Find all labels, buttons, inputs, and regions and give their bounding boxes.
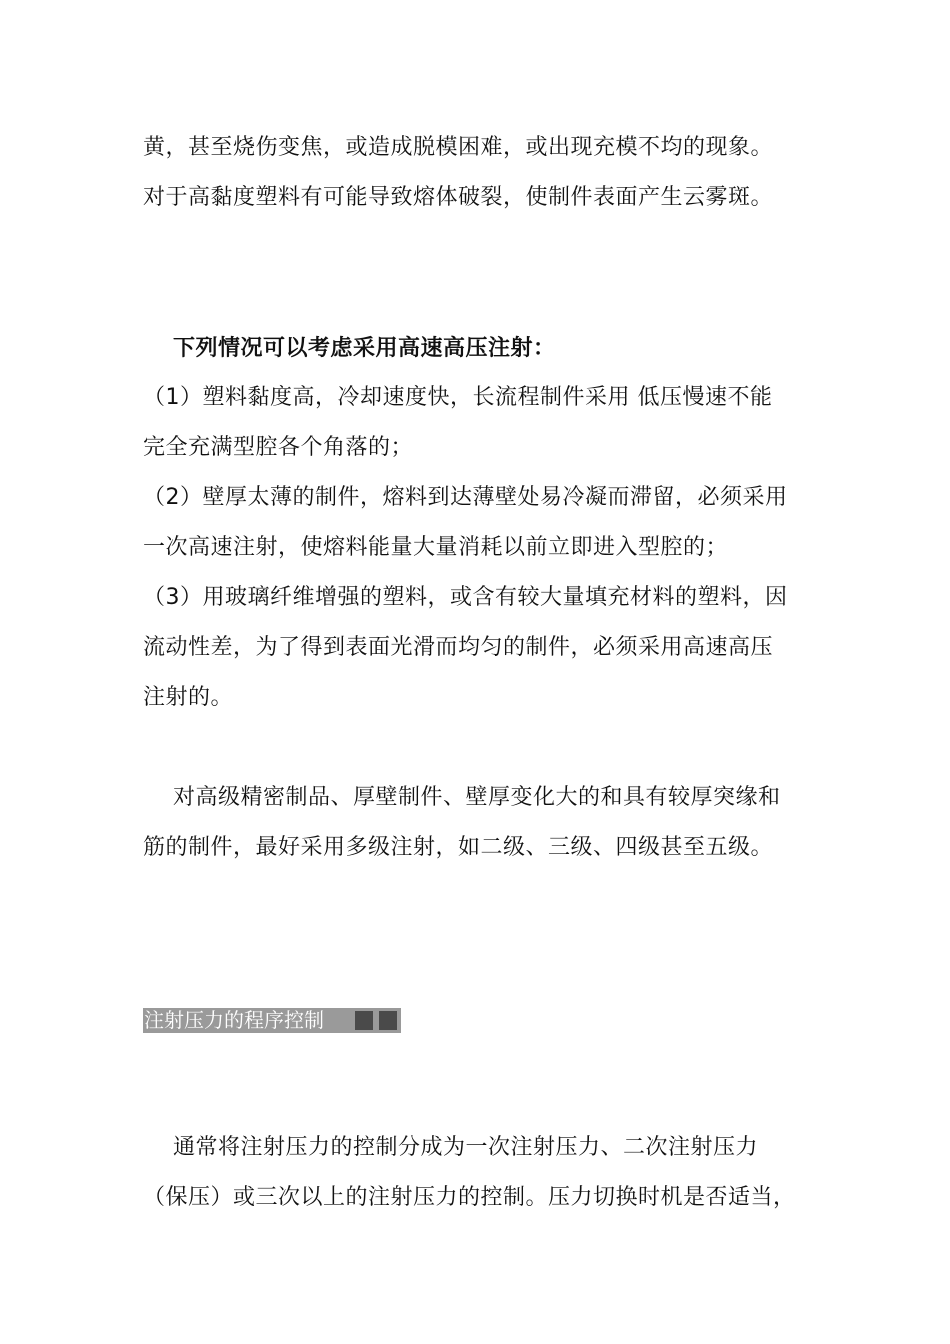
condition-1-line-2: 完全充满型腔各个角落的； — [143, 435, 414, 460]
section-heading: 注射压力的程序控制 — [144, 1008, 324, 1032]
heading-placeholder-block — [379, 1011, 397, 1030]
paragraph-4-line-1: 通常将注射压力的控制分成为一次注射压力、二次注射压力 — [173, 1135, 759, 1160]
paragraph-1-line-1: 黄，甚至烧伤变焦，或造成脱模困难，或出现充模不均的现象。 — [143, 135, 774, 160]
paragraph-3-line-2: 筋的制件，最好采用多级注射，如二级、三级、四级甚至五级。 — [143, 835, 774, 860]
condition-3-line-3: 注射的。 — [143, 685, 234, 710]
heading-placeholder-block — [355, 1011, 373, 1030]
condition-3-line-2: 流动性差，为了得到表面光滑而均匀的制件，必须采用高速高压 — [143, 635, 774, 660]
section-heading-highlight — [143, 1008, 401, 1033]
condition-3-line-1: （3）用玻璃纤维增强的塑料，或含有较大量填充材料的塑料，因 — [143, 585, 788, 610]
condition-2-line-1: （2）壁厚太薄的制件，熔料到达薄壁处易冷凝而滞留，必须采用 — [143, 485, 788, 510]
high-speed-conditions-title: 下列情况可以考虑采用高速高压注射： — [173, 336, 556, 361]
paragraph-3-line-1: 对高级精密制品、厚壁制件、壁厚变化大的和具有较厚突缘和 — [173, 785, 781, 810]
paragraph-4-line-2: （保压）或三次以上的注射压力的控制。压力切换时机是否适当， — [143, 1185, 796, 1210]
condition-2-line-2: 一次高速注射，使熔料能量大量消耗以前立即进入型腔的； — [143, 535, 729, 560]
paragraph-1-line-2: 对于高黏度塑料有可能导致熔体破裂，使制件表面产生云雾斑。 — [143, 185, 774, 210]
condition-1-line-1: （1）塑料黏度高，冷却速度快，长流程制件采用 低压慢速不能 — [143, 385, 773, 410]
